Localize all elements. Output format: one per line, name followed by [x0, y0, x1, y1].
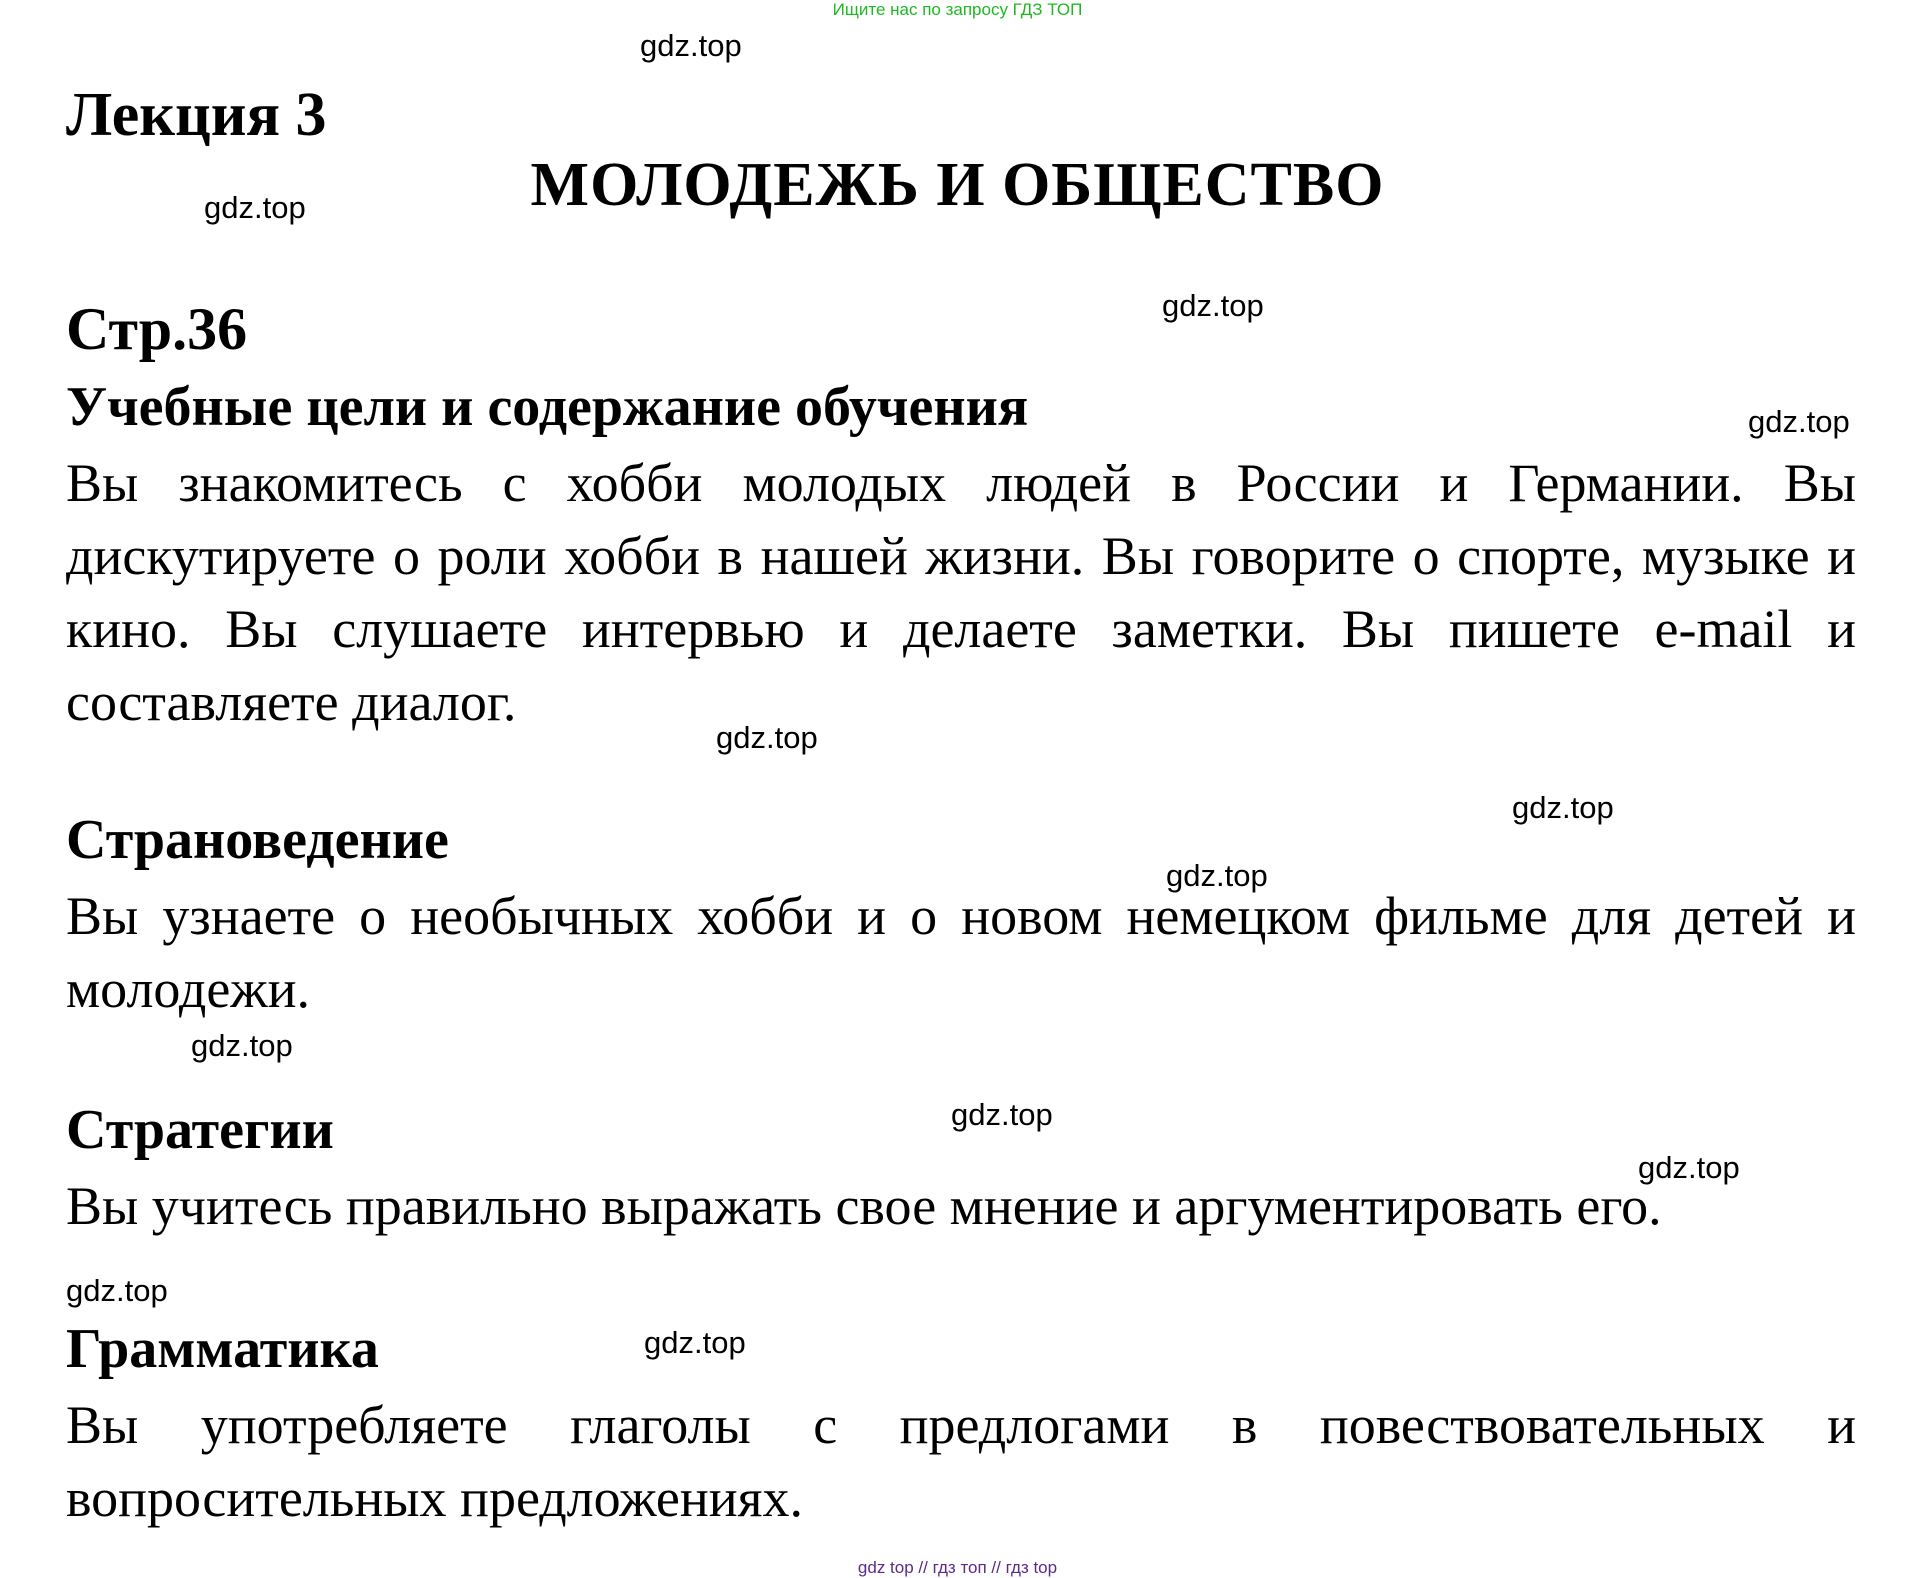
watermark: gdz.top: [191, 1028, 293, 1063]
section-heading-country-studies: Страноведение: [66, 809, 449, 871]
watermark: gdz.top: [1638, 1150, 1740, 1185]
watermark: gdz.top: [1162, 288, 1264, 323]
lecture-label: Лекция 3: [66, 81, 327, 149]
section-heading-goals: Учебные цели и содержание обучения: [66, 376, 1029, 438]
section-heading-strategies: Стратегии: [66, 1099, 334, 1161]
page-title: МОЛОДЕЖЬ И ОБЩЕСТВО: [530, 151, 1385, 219]
section-heading-grammar: Грамматика: [66, 1318, 379, 1380]
watermark: gdz.top: [1166, 858, 1268, 893]
top-banner: Ищите нас по запросу ГДЗ ТОП: [832, 0, 1083, 19]
section-text-country-studies: Вы узнаете о необычных хобби и о новом немецком фильме для детей и молодежи.: [66, 886, 1856, 1019]
section-text-strategies: Вы учитесь правильно выражать свое мнение и аргументировать его.: [66, 1176, 1662, 1236]
watermark: gdz.top: [1512, 790, 1614, 825]
watermark: gdz.top: [644, 1325, 746, 1360]
page-number: Стр.36: [66, 296, 248, 362]
watermark: gdz.top: [66, 1273, 168, 1308]
watermark: gdz.top: [716, 720, 818, 755]
watermark: gdz.top: [640, 28, 742, 63]
section-text-grammar: Вы употребляете глаголы с предлогами в повествовательных и вопросительных предложениях.: [66, 1395, 1856, 1528]
footer-links: gdz top // гдз топ // гдз top: [857, 1558, 1058, 1577]
section-text-goals: Вы знакомитесь с хобби молодых людей в России и Германии. Вы дискутируете о роли хобби в нашей жизни. Вы говорите о спорте, музыке и кино. Вы слушаете интервью и делаете заметки. Вы пишете e-mail и составляете диалог.: [66, 453, 1856, 732]
watermark: gdz.top: [1748, 404, 1850, 439]
watermark: gdz.top: [204, 190, 306, 225]
watermark: gdz.top: [951, 1097, 1053, 1132]
